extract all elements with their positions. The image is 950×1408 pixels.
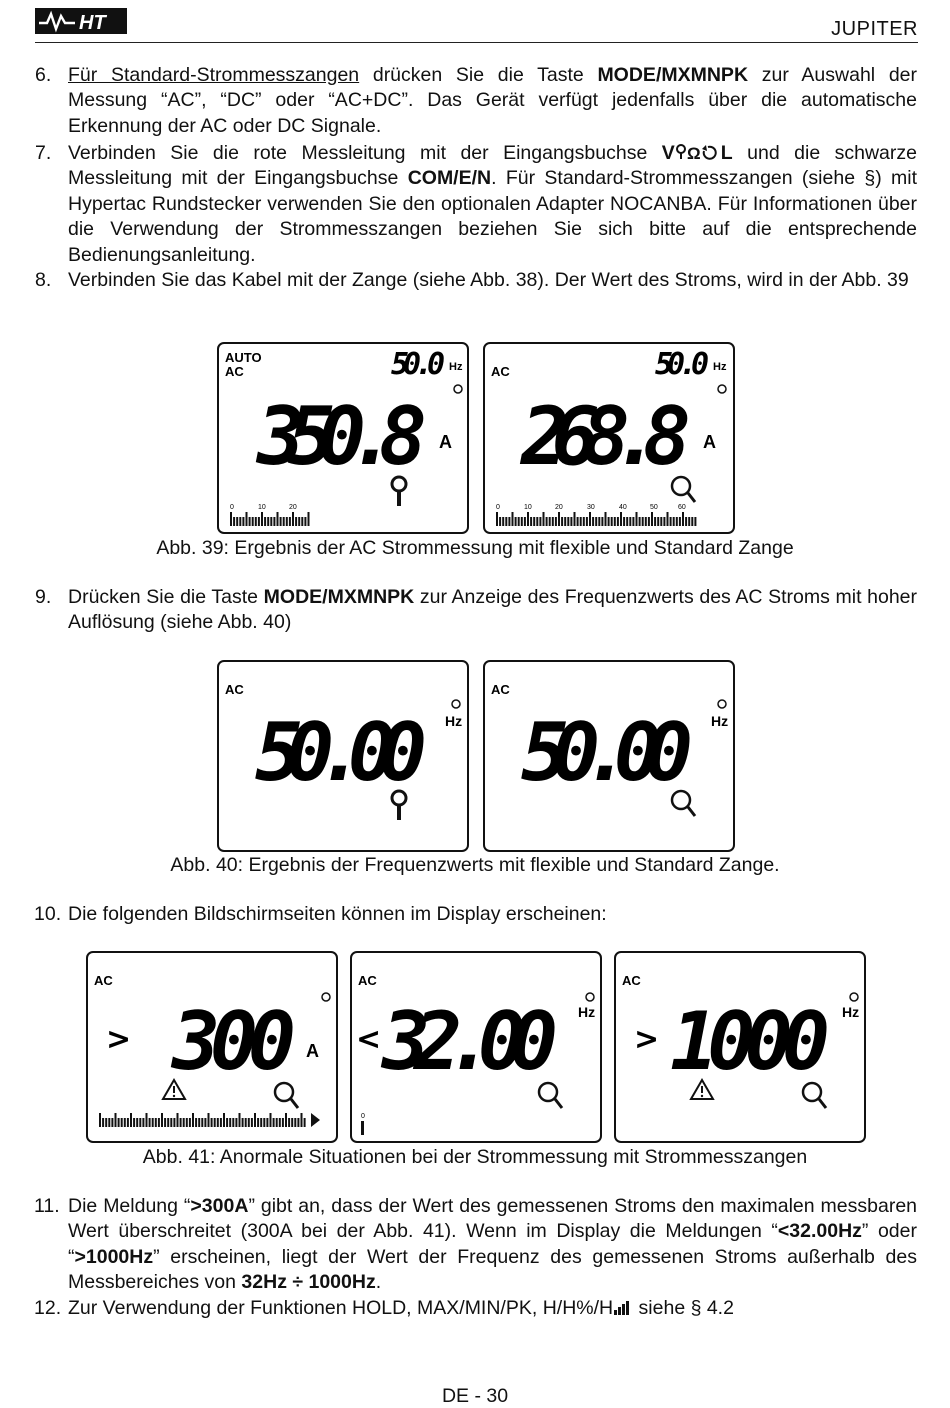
bargraph-segment <box>235 1118 237 1127</box>
bargraph-segment <box>254 1113 256 1127</box>
bargraph-segment <box>574 512 576 526</box>
bargraph-segment <box>229 1118 231 1127</box>
bargraph-segment <box>183 1118 185 1127</box>
bargraph-segment <box>242 1118 244 1127</box>
bargraph <box>99 1113 306 1127</box>
bargraph-segment <box>136 1118 138 1127</box>
timer-icon <box>718 700 726 708</box>
step-11: 11. Die Meldung “>300A” gibt an, dass der Wert des gemessenen Stroms den maximalen messbaren Wert überschreitet (300A bei der Abb. 41). Wenn im Display die Meldungen “<32.00Hz” oder “>1000Hz” erscheinen, liegt der Wert der Frequenz des gemessenen Stroms außerhalb des Messbereiches von 32Hz ÷ 1000Hz. <box>34 1195 918 1294</box>
document-title: JUPITER <box>831 18 918 40</box>
bargraph-segment <box>277 512 279 526</box>
timer-icon <box>850 993 858 1001</box>
bargraph-segment <box>258 517 260 526</box>
bargraph-segment <box>280 517 282 526</box>
overrange-indicator: > <box>634 1022 660 1057</box>
bargraph-segment <box>208 1113 210 1127</box>
bargraph-segment <box>549 517 551 526</box>
bargraph-segment <box>558 512 560 526</box>
bargraph-segment <box>605 512 607 526</box>
page-header <box>35 6 918 43</box>
bargraph-segment <box>580 517 582 526</box>
svg-text:60: 60 <box>678 504 686 511</box>
figure-41-caption: Abb. 41: Anormale Situationen bei der Strommessung mit Strommesszangen <box>142 1146 808 1168</box>
bargraph-segment <box>539 517 541 526</box>
bargraph-segment <box>546 517 548 526</box>
bargraph-segment <box>246 512 248 526</box>
bargraph-segment <box>230 512 232 526</box>
bargraph-segment <box>177 1113 179 1127</box>
bargraph-segment <box>611 517 613 526</box>
svg-text:20: 20 <box>289 504 297 511</box>
bargraph-segment <box>564 517 566 526</box>
bargraph-segment <box>192 1113 194 1127</box>
coupling-label: AC <box>225 682 244 697</box>
bargraph-segment <box>273 517 275 526</box>
main-readout: 50.00 <box>255 706 427 799</box>
bargraph-segment <box>642 517 644 526</box>
frequency-readout: 50.0 <box>655 347 709 382</box>
bargraph-segment <box>629 517 631 526</box>
bargraph-segment <box>149 1118 151 1127</box>
bargraph-segment <box>286 517 288 526</box>
bargraph-segment <box>108 1118 110 1127</box>
coupling-label: AC <box>491 364 510 379</box>
bargraph-segment <box>127 1118 129 1127</box>
main-readout: 268.8 <box>521 390 691 483</box>
bargraph-segment <box>249 517 251 526</box>
bargraph-segment <box>626 517 628 526</box>
bargraph-segment <box>292 512 294 526</box>
bargraph-segment <box>189 1118 191 1127</box>
bargraph-segment <box>252 517 254 526</box>
bargraph-segment <box>161 1113 163 1127</box>
bargraph-segment <box>124 1118 126 1127</box>
bargraph-segment <box>608 517 610 526</box>
lcd-display-standard-current <box>483 342 735 534</box>
bargraph-segment <box>527 512 529 526</box>
bargraph-segment <box>617 517 619 526</box>
bargraph-segment <box>570 517 572 526</box>
svg-text:50: 50 <box>650 504 658 511</box>
bargraph-segment <box>273 1118 275 1127</box>
coupling-label: AC <box>622 973 641 988</box>
auto-label: AUTO <box>225 350 262 365</box>
bargraph-segment <box>685 517 687 526</box>
bargraph-segment <box>673 517 675 526</box>
step-number: 11. <box>34 1195 60 1217</box>
bargraph-segment <box>198 1118 200 1127</box>
bargraph-segment <box>496 512 498 526</box>
bargraph-segment <box>555 517 557 526</box>
main-readout: 350.8 <box>257 390 427 483</box>
ht-logo <box>35 8 127 34</box>
unit-label: A <box>306 1041 319 1061</box>
bargraph-segment <box>499 517 501 526</box>
bargraph-segment <box>186 1118 188 1127</box>
main-readout: 32.00 <box>382 995 558 1088</box>
bargraph-segment <box>173 1118 175 1127</box>
bargraph-segment <box>170 1118 172 1127</box>
bargraph-segment <box>589 512 591 526</box>
bargraph-segment <box>295 517 297 526</box>
step-number: 7. <box>35 142 52 164</box>
bargraph-segment <box>552 517 554 526</box>
bargraph-segment <box>133 1118 135 1127</box>
svg-text:0: 0 <box>361 1113 365 1120</box>
bargraph-segment <box>195 1118 197 1127</box>
bargraph-segment <box>543 512 545 526</box>
lcd-display-flexible-frequency <box>217 660 469 852</box>
unit-label: Hz <box>711 713 729 729</box>
bargraph-segment <box>204 1118 206 1127</box>
bargraph-segment <box>279 1118 281 1127</box>
bargraph-segment <box>164 1118 166 1127</box>
bargraph-segment <box>583 517 585 526</box>
bargraph-segment <box>239 517 241 526</box>
step-number: 6. <box>35 64 52 86</box>
bargraph-segment <box>670 517 672 526</box>
coupling-label: AC <box>94 973 113 988</box>
bargraph-segment <box>146 1113 148 1127</box>
bargraph-segment <box>105 1118 107 1127</box>
page-number: DE - 30 <box>441 1385 509 1407</box>
svg-text:HT: HT <box>79 12 106 34</box>
svg-text:Ω: Ω <box>686 144 701 161</box>
overrange-indicator: > <box>106 1022 132 1057</box>
bargraph-segment <box>623 517 625 526</box>
bargraph-segment <box>142 1118 144 1127</box>
timer-icon <box>718 385 726 393</box>
lcd-display-overrange-frequency <box>614 951 866 1143</box>
bargraph-segment <box>308 512 310 526</box>
harmonics-bar-icon <box>613 1297 633 1319</box>
bargraph-segment <box>158 1118 160 1127</box>
bargraph <box>496 512 696 526</box>
bargraph-segment <box>639 517 641 526</box>
bargraph-segment <box>111 1118 113 1127</box>
bargraph-segment <box>130 1113 132 1127</box>
bargraph-segment <box>657 517 659 526</box>
bargraph-segment <box>251 1118 253 1127</box>
bargraph-segment <box>223 1113 225 1127</box>
underrange-indicator: < <box>356 1022 382 1057</box>
bargraph-segment <box>270 1113 272 1127</box>
bargraph-segment <box>263 1118 265 1127</box>
bargraph-segment <box>515 517 517 526</box>
bargraph-segment <box>155 1118 157 1127</box>
timer-icon <box>322 993 330 1001</box>
bargraph-segment <box>214 1118 216 1127</box>
bargraph-segment <box>288 1118 290 1127</box>
bargraph-segment <box>264 517 266 526</box>
bargraph-segment <box>601 517 603 526</box>
bargraph-segment <box>654 517 656 526</box>
step-6: 6. Für Standard-Strommesszangen drücken Sie die Taste MODE/MXMNPK zur Auswahl der Messung “AC”, “DC” oder “AC+DC”. Das Gerät verfügt jedenfalls über die automatische Erkennung der AC oder DC Signale. <box>35 64 917 137</box>
bargraph-segment <box>233 517 235 526</box>
coupling-label: AC <box>358 973 377 988</box>
bargraph-segment <box>521 517 523 526</box>
lcd-display-overrange-current <box>86 951 338 1143</box>
bargraph-segment <box>167 1118 169 1127</box>
bargraph-segment <box>285 1113 287 1127</box>
step-number: 8. <box>35 269 52 291</box>
bargraph-segment <box>220 1118 222 1127</box>
unit-label: A <box>703 432 716 452</box>
bargraph-segment <box>260 1118 262 1127</box>
bargraph-segment <box>505 517 507 526</box>
bargraph-segment <box>682 512 684 526</box>
bargraph-segment <box>530 517 532 526</box>
bargraph-segment <box>512 512 514 526</box>
bargraph-segment <box>518 517 520 526</box>
coupling-label: AC <box>225 364 244 379</box>
bargraph-segment <box>294 1118 296 1127</box>
bargraph-segment <box>232 1118 234 1127</box>
bargraph-segment <box>301 517 303 526</box>
unit-label: Hz <box>578 1004 596 1020</box>
bargraph-segment <box>592 517 594 526</box>
bargraph-segment <box>586 517 588 526</box>
bargraph-segment <box>267 517 269 526</box>
timer-icon <box>586 993 594 1001</box>
step-12: 12. Zur Verwendung der Funktionen HOLD, MAX/MIN/PK, H/H%/H siehe § 4.2 <box>68 1296 917 1321</box>
bargraph-segment <box>667 512 669 526</box>
bargraph-segment <box>648 517 650 526</box>
bargraph-segment <box>508 517 510 526</box>
bargraph-segment <box>139 1118 141 1127</box>
bargraph-segment <box>115 1113 117 1127</box>
main-readout: 300 <box>172 995 296 1088</box>
lcd-display-underrange-frequency <box>350 951 602 1143</box>
bargraph-segment <box>502 517 504 526</box>
svg-text:40: 40 <box>619 504 627 511</box>
bargraph-segment <box>276 1118 278 1127</box>
figure-40-caption: Abb. 40: Ergebnis der Frequenzwerts mit flexible und Standard Zange. <box>170 854 780 876</box>
bargraph-segment <box>595 517 597 526</box>
step-9: 9. Drücken Sie die Taste MODE/MXMNPK zur Anzeige des Frequenzwerts des AC Stroms mit hoher Auflösung (siehe Abb. 40) <box>35 586 917 634</box>
bargraph-segment <box>180 1118 182 1127</box>
step-number: 9. <box>35 586 52 608</box>
bargraph-segment <box>536 517 538 526</box>
step-number: 10. <box>34 903 62 925</box>
step-7: 7. Verbinden Sie die rote Messleitung mit der Eingangsbuchse V Ω L und die schwarze Messleitung mit der Eingangsbuchse COM/E/N. Für Standard-Strommesszangen (siehe §) mit Hypertac Rundstecker verwenden Sie den optionalen Adapter NOCANBA. Für Informationen über die Verwendung der Strommesszangen beziehen Sie sich bitte auf die entsprechende Bedienungsanleitung. <box>35 142 918 266</box>
bargraph-segment <box>304 517 306 526</box>
bargraph-segment <box>688 517 690 526</box>
coupling-label: AC <box>491 682 510 697</box>
bargraph-segment <box>577 517 579 526</box>
bargraph-segment <box>242 517 244 526</box>
bargraph-segment <box>261 512 263 526</box>
bargraph-segment <box>636 512 638 526</box>
bargraph-segment <box>298 517 300 526</box>
bargraph-segment <box>118 1118 120 1127</box>
bargraph-segment <box>676 517 678 526</box>
bargraph-segment <box>289 517 291 526</box>
bargraph-segment <box>211 1118 213 1127</box>
svg-text:0: 0 <box>230 504 234 511</box>
figure-39-caption: Abb. 39: Ergebnis der AC Strommessung mit flexible und Standard Zange <box>156 537 794 559</box>
svg-text:0: 0 <box>496 504 500 511</box>
bargraph-segment <box>304 1118 306 1127</box>
bargraph-segment <box>301 1113 303 1127</box>
bargraph-segment <box>248 1118 250 1127</box>
step-8: 8. Verbinden Sie das Kabel mit der Zange (siehe Abb. 38). Der Wert des Stroms, wird in der Abb. 39 <box>68 268 917 293</box>
bargraph-segment <box>102 1118 104 1127</box>
bargraph-segment <box>270 517 272 526</box>
overrange-arrow-icon <box>311 1113 320 1127</box>
bargraph-segment <box>561 517 563 526</box>
bargraph-segment <box>99 1113 101 1127</box>
freq-unit: Hz <box>713 361 727 373</box>
bargraph-segment <box>239 1113 241 1127</box>
bargraph-segment <box>121 1118 123 1127</box>
bargraph-segment <box>632 517 634 526</box>
bargraph-segment <box>645 517 647 526</box>
input-symbols-icon <box>675 142 721 164</box>
unit-label: A <box>439 432 452 452</box>
svg-text:30: 30 <box>587 504 595 511</box>
bargraph-segment <box>567 517 569 526</box>
bargraph-segment <box>291 1118 293 1127</box>
timer-icon <box>452 700 460 708</box>
step-number: 12. <box>34 1297 62 1319</box>
step-10: 10. Die folgenden Bildschirmseiten können im Display erscheinen: <box>68 902 917 927</box>
bargraph-segment <box>236 517 238 526</box>
bargraph-segment <box>282 1118 284 1127</box>
lcd-display-standard-frequency <box>483 660 735 852</box>
bargraph-segment <box>598 517 600 526</box>
freq-unit: Hz <box>449 361 463 373</box>
unit-label: Hz <box>842 1004 860 1020</box>
bargraph-segment <box>694 517 696 526</box>
bargraph-segment <box>663 517 665 526</box>
bargraph-segment <box>533 517 535 526</box>
bargraph-segment <box>679 517 681 526</box>
bargraph-segment <box>620 512 622 526</box>
bargraph-segment <box>651 512 653 526</box>
unit-label: Hz <box>445 713 463 729</box>
bargraph <box>230 512 310 526</box>
bargraph-segment <box>217 1118 219 1127</box>
main-readout: 50.00 <box>521 706 693 799</box>
bargraph-segment <box>660 517 662 526</box>
bargraph-segment <box>297 1118 299 1127</box>
main-readout: 1000 <box>670 995 830 1088</box>
svg-text:10: 10 <box>258 504 266 511</box>
bargraph-segment <box>201 1118 203 1127</box>
bargraph-segment <box>255 517 257 526</box>
svg-text:10: 10 <box>524 504 532 511</box>
bargraph-segment <box>152 1118 154 1127</box>
bargraph-segment <box>691 517 693 526</box>
svg-text:20: 20 <box>555 504 563 511</box>
bargraph-segment <box>524 517 526 526</box>
timer-icon <box>454 385 462 393</box>
bargraph-segment <box>226 1118 228 1127</box>
lcd-display-flexible-current <box>217 342 469 534</box>
bargraph-segment <box>283 517 285 526</box>
bargraph-segment <box>614 517 616 526</box>
bargraph-segment <box>266 1118 268 1127</box>
frequency-readout: 50.0 <box>391 347 445 382</box>
bargraph-segment <box>361 1121 364 1135</box>
bargraph-segment <box>245 1118 247 1127</box>
bargraph-segment <box>257 1118 259 1127</box>
